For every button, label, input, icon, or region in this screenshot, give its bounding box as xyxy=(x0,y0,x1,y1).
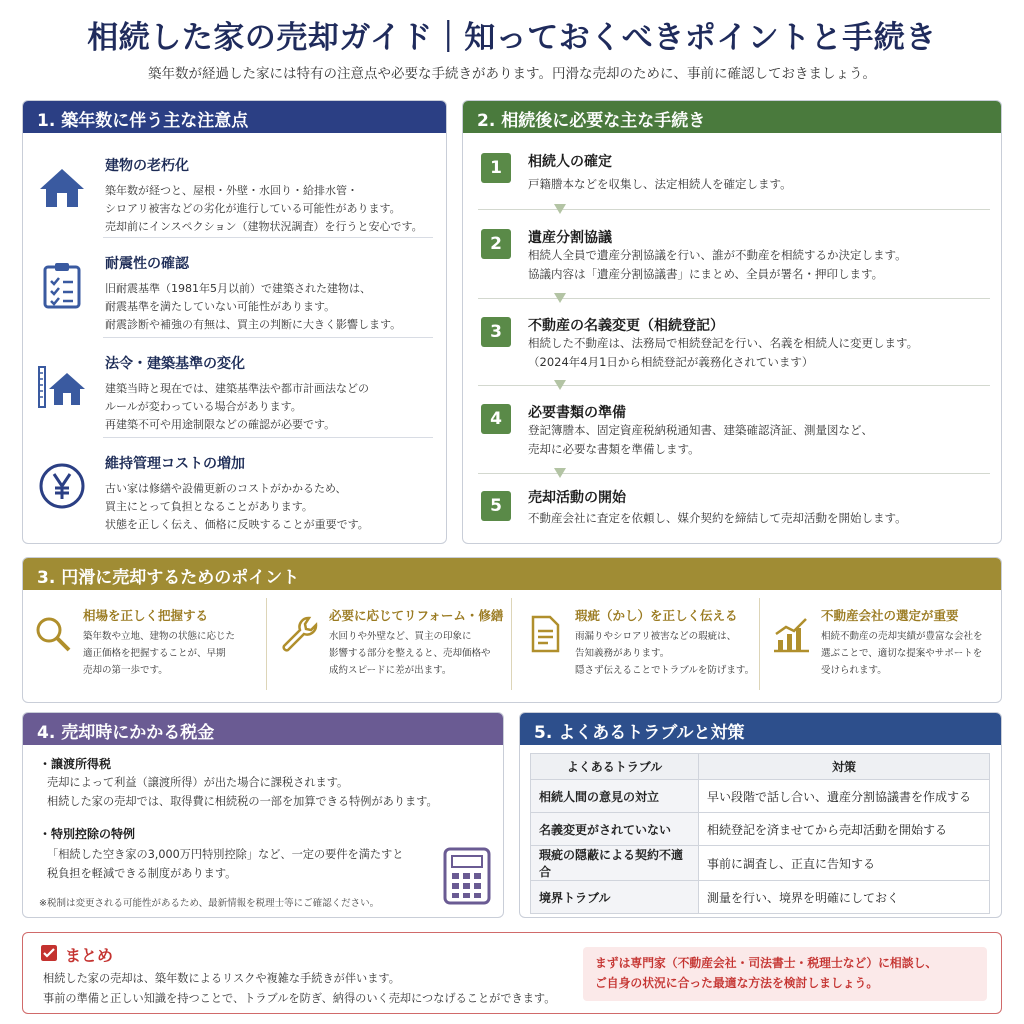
section-5-heading: 5. よくあるトラブルと対策 xyxy=(520,713,1001,745)
caution-line: 建築当時と現在では、建築基準法や都市計画法などの xyxy=(105,382,369,395)
tax-line: 相続した家の売却では、取得費に相続税の一部を加算できる特例があります。 xyxy=(47,795,438,808)
trouble-cell: 相続人間の意見の対立 xyxy=(531,780,699,813)
point-title: 相場を正しく把握する xyxy=(83,608,209,623)
calculator-icon xyxy=(443,847,491,905)
step-number: 2 xyxy=(481,229,511,259)
column-header: 対策 xyxy=(699,754,990,780)
point-card xyxy=(515,594,759,694)
point-title: 瑕疵（かし）を正しく伝える xyxy=(575,608,738,623)
section-2-heading: 2. 相続後に必要な主な手続き xyxy=(463,101,1001,133)
caution-line: 耐震基準を満たしていない可能性があります。 xyxy=(105,300,336,313)
divider xyxy=(266,598,267,690)
arrow-down-icon xyxy=(554,468,566,480)
point-line: 隠さず伝えることでトラブルを防げます。 xyxy=(575,665,755,676)
tax-line: 税負担を軽減できる制度があります。 xyxy=(47,867,237,880)
tax-note: ※税制は変更される可能性があるため、最新情報を税理士等にご確認ください。 xyxy=(39,898,380,909)
point-line: 適正価格を把握することが、早期 xyxy=(83,648,226,659)
summary-line: 相続した家の売却は、築年数によるリスクや複雑な手続きが伴います。 xyxy=(43,972,400,985)
point-line: 影響する部分を整えると、売却価格や xyxy=(329,648,491,659)
section-taxes xyxy=(22,712,504,918)
step-title: 相続人の確定 xyxy=(528,154,612,170)
caution-line: 古い家は修繕や設備更新のコストがかかるため、 xyxy=(105,482,347,495)
step-line: 戸籍謄本などを収集し、法定相続人を確定します。 xyxy=(528,177,792,191)
magnifier-icon xyxy=(33,614,73,654)
growth-chart-icon xyxy=(771,614,811,654)
table-row xyxy=(531,780,990,813)
point-line: 水回りや外壁など、買主の印象に xyxy=(329,631,472,642)
measure-cell: 相続登記を済ませてから売却活動を開始する xyxy=(699,813,990,846)
arrow-down-icon xyxy=(554,204,566,216)
summary-heading: まとめ xyxy=(65,946,114,965)
document-icon xyxy=(525,614,565,654)
trouble-cell: 瑕疵の隠蔽による契約不適合 xyxy=(531,846,699,881)
wrench-icon xyxy=(279,614,319,654)
divider xyxy=(759,598,760,690)
section-3-heading: 3. 円滑に売却するためのポイント xyxy=(23,558,1001,590)
section-4-heading: 4. 売却時にかかる税金 xyxy=(23,713,503,745)
point-line: 相続不動産の売却実績が豊富な会社を xyxy=(821,631,983,642)
step-line: 登記簿謄本、固定資産税納税通知書、建築確認済証、測量図など、 xyxy=(528,423,873,437)
divider xyxy=(103,237,433,238)
trouble-cell: 境界トラブル xyxy=(531,881,699,914)
step-line: （2024年4月1日から相続登記が義務化されています） xyxy=(528,355,814,369)
point-line: 雨漏りやシロアリ被害などの瑕疵は、 xyxy=(575,631,737,642)
measure-cell: 事前に調査し、正直に告知する xyxy=(699,846,990,881)
caution-line: 旧耐震基準（1981年5月以前）で建築された建物は、 xyxy=(105,282,371,295)
section-1-heading: 1. 築年数に伴う主な注意点 xyxy=(23,101,446,133)
divider xyxy=(511,598,512,690)
step-line: 協議内容は「遺産分割協議書」にまとめ、全員が署名・押印します。 xyxy=(528,267,884,281)
table-row xyxy=(531,813,990,846)
tax-heading: ・特別控除の特例 xyxy=(39,827,136,841)
step-number: 4 xyxy=(481,404,511,434)
step-line: 相続人全員で遺産分割協議を行い、誰が不動産を相続するか決定します。 xyxy=(528,248,907,262)
yen-coin-icon xyxy=(37,461,87,511)
point-line: 選ぶことで、適切な提案やサポートを xyxy=(821,648,983,659)
measure-cell: 測量を行い、境界を明確にしておく xyxy=(699,881,990,914)
point-line: 売却の第一歩です。 xyxy=(83,665,168,676)
clipboard-checklist-icon xyxy=(37,261,87,311)
measure-cell: 早い段階で話し合い、遺産分割協議書を作成する xyxy=(699,780,990,813)
point-line: 築年数や立地、建物の状態に応じた xyxy=(83,631,236,642)
trouble-table xyxy=(530,753,990,914)
caution-line: 再建築不可や用途制限などの確認が必要です。 xyxy=(105,418,336,431)
caution-line: 売却前にインスペクション（建物状況調査）を行うと安心です。 xyxy=(105,220,423,233)
trouble-cell: 名義変更がされていない xyxy=(531,813,699,846)
callout-line: まずは専門家（不動産会社・司法書士・税理士など）に相談し、 xyxy=(595,956,938,970)
step-line: 相続した不動産は、法務局で相続登記を行い、名義を相続人に変更します。 xyxy=(528,336,919,350)
section-procedures xyxy=(462,100,1002,544)
tax-heading: ・譲渡所得税 xyxy=(39,757,112,771)
step-number: 1 xyxy=(481,153,511,183)
checkbox-icon xyxy=(41,945,57,961)
table-header-row xyxy=(531,754,990,780)
caution-title: 建物の老朽化 xyxy=(105,158,189,174)
caution-line: シロアリ被害などの劣化が進行している可能性があります。 xyxy=(105,202,401,215)
page-title: 相続した家の売却ガイド｜知っておくべきポイントと手続き xyxy=(87,20,937,56)
step-title: 遺産分割協議 xyxy=(528,230,612,246)
divider xyxy=(103,337,433,338)
point-title: 不動産会社の選定が重要 xyxy=(821,608,959,623)
summary-line: 事前の準備と正しい知識を持つことで、トラブルを防ぎ、納得のいく売却につなげることができます。 xyxy=(43,992,556,1005)
step-title: 必要書類の準備 xyxy=(528,405,626,421)
point-line: 告知義務があります。 xyxy=(575,648,670,659)
caution-line: 買主にとって負担となることがあります。 xyxy=(105,500,313,513)
caution-line: 築年数が経つと、屋根・外壁・水回り・給排水管・ xyxy=(105,184,358,197)
section-smooth-sale-points xyxy=(22,557,1002,703)
caution-item xyxy=(23,141,447,241)
caution-item xyxy=(23,339,447,439)
step-line: 不動産会社に査定を依頼し、媒介契約を締結して売却活動を開始します。 xyxy=(528,511,907,525)
caution-title: 維持管理コストの増加 xyxy=(105,456,245,472)
point-card xyxy=(23,594,267,694)
house-icon xyxy=(37,163,87,213)
step-number: 3 xyxy=(481,317,511,347)
summary-text xyxy=(43,969,583,1009)
point-line: 受けられます。 xyxy=(821,665,887,676)
page-subtitle: 築年数が経過した家には特有の注意点や必要な手続きがあります。円滑な売却のために、事前に確認しておきましょう。 xyxy=(148,66,876,82)
section-troubles xyxy=(519,712,1002,918)
callout-line: ご自身の状況に合った最適な方法を検討しましょう。 xyxy=(595,976,879,990)
tax-line: 「相続した空き家の3,000万円特別控除」など、一定の要件を満たすと xyxy=(47,848,404,861)
caution-line: 耐震診断や補強の有無は、買主の判断に大きく影響します。 xyxy=(105,318,402,331)
column-header: よくあるトラブル xyxy=(531,754,699,780)
section-summary xyxy=(22,932,1002,1014)
section-caution-points xyxy=(22,100,447,544)
tax-line: 売却によって利益（譲渡所得）が出た場合に課税されます。 xyxy=(47,776,349,789)
step-line: 売却に必要な書類を準備します。 xyxy=(528,442,700,456)
caution-item xyxy=(23,439,447,539)
caution-title: 法令・建築基準の変化 xyxy=(105,356,245,372)
caution-line: ルールが変わっている場合があります。 xyxy=(105,400,302,413)
step-number: 5 xyxy=(481,491,511,521)
arrow-down-icon xyxy=(554,380,566,392)
table-row xyxy=(531,881,990,914)
table-row xyxy=(531,846,990,881)
point-card xyxy=(269,594,513,694)
divider xyxy=(103,437,433,438)
point-line: 成約スピードに差が出ます。 xyxy=(329,665,452,676)
arrow-down-icon xyxy=(554,293,566,305)
step-title: 売却活動の開始 xyxy=(528,490,626,506)
step-title: 不動産の名義変更（相続登記） xyxy=(528,318,724,334)
ruler-house-icon xyxy=(37,361,87,411)
point-card xyxy=(761,594,1002,694)
caution-title: 耐震性の確認 xyxy=(105,256,189,272)
point-title: 必要に応じてリフォーム・修繕 xyxy=(329,608,504,623)
caution-line: 状態を正しく伝え、価格に反映することが重要です。 xyxy=(105,518,369,531)
summary-callout xyxy=(583,947,987,1001)
caution-item xyxy=(23,239,447,339)
